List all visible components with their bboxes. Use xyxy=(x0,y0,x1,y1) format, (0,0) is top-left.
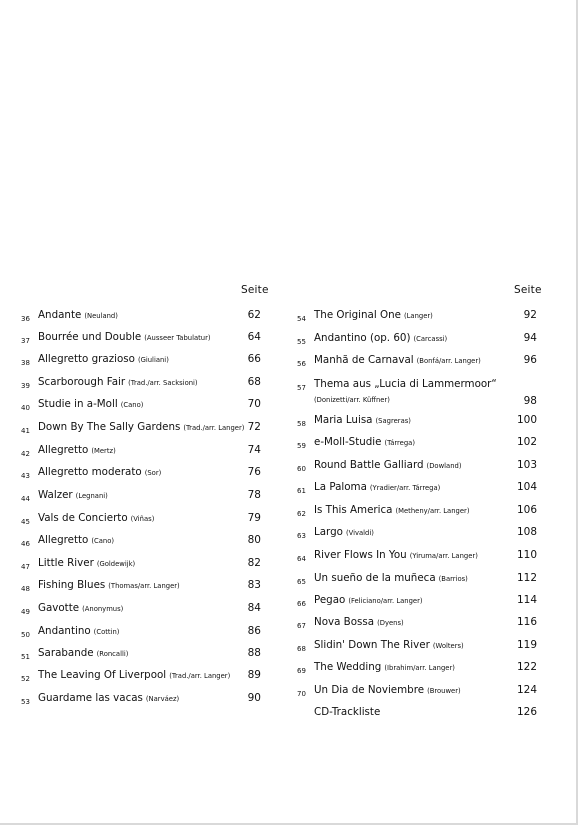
track-number: 49 xyxy=(21,608,30,616)
composer: (Cottin) xyxy=(93,628,120,636)
entry-title xyxy=(314,504,469,516)
page-number: 70 xyxy=(247,398,261,410)
track-number: 67 xyxy=(297,622,306,630)
toc-entry xyxy=(290,684,575,704)
toc-entry xyxy=(290,414,575,434)
toc-entry xyxy=(0,331,275,351)
page-number: 80 xyxy=(247,534,261,546)
seite-header-left: Seite xyxy=(241,284,269,296)
track-number: 58 xyxy=(297,420,306,428)
entry-title xyxy=(314,459,461,471)
entry-title xyxy=(314,706,380,718)
entry-title xyxy=(38,625,119,637)
composer: (Trad./arr. Langer) xyxy=(183,424,245,432)
toc-entry xyxy=(0,353,275,373)
entry-title xyxy=(38,557,135,569)
track-number: 68 xyxy=(297,645,306,653)
toc-entry xyxy=(0,692,275,712)
page-number: 79 xyxy=(247,512,261,524)
title-text: Un Dia de Noviembre xyxy=(314,684,425,696)
track-number: 53 xyxy=(21,698,30,706)
page-number: 126 xyxy=(516,706,537,718)
entry-title xyxy=(314,526,374,538)
page-number: 90 xyxy=(247,692,261,704)
entry-title xyxy=(314,594,423,606)
composer: (Metheny/arr. Langer) xyxy=(395,507,470,515)
title-text: Allegretto moderato xyxy=(38,466,142,478)
page-number: 86 xyxy=(247,625,261,637)
composer: (Barrios) xyxy=(438,575,468,583)
composer: (Vivaldi) xyxy=(345,529,374,537)
entry-title xyxy=(38,602,123,614)
track-number: 62 xyxy=(297,510,306,518)
toc-entry xyxy=(0,309,275,329)
title-text: The Wedding xyxy=(314,661,382,673)
track-number: 66 xyxy=(297,600,306,608)
title-text: Pegao xyxy=(314,594,346,606)
toc-entry xyxy=(290,616,575,636)
composer: (Langer) xyxy=(403,312,433,320)
page-number: 74 xyxy=(247,444,261,456)
entry-title xyxy=(314,572,468,584)
entry-title xyxy=(38,669,230,681)
composer: (Narváez) xyxy=(145,695,180,703)
track-number: 37 xyxy=(21,337,30,345)
entry-title xyxy=(38,692,179,704)
page-number: 92 xyxy=(523,309,537,321)
title-text: Sarabande xyxy=(38,647,94,659)
track-number: 57 xyxy=(297,384,306,392)
page-number: 104 xyxy=(516,481,537,493)
toc-entry xyxy=(0,512,275,532)
composer: (Yiruma/arr. Langer) xyxy=(409,552,478,560)
track-number: 41 xyxy=(21,427,30,435)
toc-entry xyxy=(0,421,275,441)
title-text: Guardame las vacas xyxy=(38,692,143,704)
seite-header-right: Seite xyxy=(514,284,542,296)
page-number: 82 xyxy=(247,557,261,569)
toc-entry xyxy=(290,332,575,352)
title-text: Little River xyxy=(38,557,94,569)
title-text: Scarborough Fair xyxy=(38,376,126,388)
track-number: 43 xyxy=(21,472,30,480)
toc-entry xyxy=(290,436,575,456)
entry-title xyxy=(38,376,198,388)
entry-title xyxy=(314,549,478,561)
toc-entry xyxy=(290,594,575,614)
composer: (Goldewijk) xyxy=(96,560,136,568)
composer: (Donizetti/arr. Küffner) xyxy=(314,396,390,404)
title-text: Slidin' Down The River xyxy=(314,639,430,651)
toc-entry xyxy=(0,376,275,396)
toc-entry xyxy=(290,378,575,407)
composer: (Thomas/arr. Langer) xyxy=(108,582,180,590)
composer: (Ausseer Tabulatur) xyxy=(144,334,211,342)
composer: (Dowland) xyxy=(426,462,462,470)
composer: (Mertz) xyxy=(91,447,116,455)
entry-title xyxy=(38,489,108,501)
page-number: 62 xyxy=(247,309,261,321)
entry-title xyxy=(314,481,440,493)
page-number: 88 xyxy=(247,647,261,659)
toc-entry xyxy=(290,706,575,726)
page-number: 116 xyxy=(516,616,537,628)
page-number: 84 xyxy=(247,602,261,614)
page-number: 68 xyxy=(247,376,261,388)
title-text: e-Moll-Studie xyxy=(314,436,382,448)
page-number: 122 xyxy=(516,661,537,673)
toc-entry xyxy=(0,557,275,577)
entry-title xyxy=(38,534,114,546)
composer: (Roncalli) xyxy=(96,650,129,658)
track-number: 59 xyxy=(297,442,306,450)
track-number: 40 xyxy=(21,404,30,412)
track-number: 51 xyxy=(21,653,30,661)
composer: (Yradier/arr. Tárrega) xyxy=(369,484,441,492)
title-text: The Original One xyxy=(314,309,401,321)
entry-title xyxy=(314,354,481,366)
page-number: 83 xyxy=(247,579,261,591)
track-number: 48 xyxy=(21,585,30,593)
toc-entry xyxy=(290,354,575,374)
entry-title xyxy=(314,309,433,321)
page-number: 124 xyxy=(516,684,537,696)
composer: (Legnani) xyxy=(75,492,108,500)
track-number: 70 xyxy=(297,690,306,698)
toc-entry xyxy=(290,481,575,501)
composer: (Brouwer) xyxy=(427,687,461,695)
track-number: 50 xyxy=(21,631,30,639)
page-number: 108 xyxy=(516,526,537,538)
title-text: Allegretto grazioso xyxy=(38,353,135,365)
title-text: Is This America xyxy=(314,504,393,516)
title-text: Manhã de Carnaval xyxy=(314,354,414,366)
toc-entry xyxy=(290,459,575,479)
track-number: 38 xyxy=(21,359,30,367)
entry-title xyxy=(314,684,461,696)
page-number: 64 xyxy=(247,331,261,343)
entry-title xyxy=(38,579,180,591)
entry-title xyxy=(38,398,143,410)
title-text: Thema aus „Lucia di Lammermoor“ xyxy=(314,378,497,390)
page-number: 103 xyxy=(516,459,537,471)
track-number: 61 xyxy=(297,487,306,495)
composer: (Anonymus) xyxy=(82,605,124,613)
composer: (Neuland) xyxy=(84,312,118,320)
composer: (Sagreras) xyxy=(375,417,411,425)
title-text: Down By The Sally Gardens xyxy=(38,421,181,433)
composer: (Tárrega) xyxy=(384,439,415,447)
page-number: 106 xyxy=(516,504,537,516)
toc-entry xyxy=(0,579,275,599)
composer: (Feliciano/arr. Langer) xyxy=(348,597,423,605)
composer: (Trad./arr. Sacksioni) xyxy=(128,379,198,387)
track-number: 45 xyxy=(21,518,30,526)
title-text: Maria Luisa xyxy=(314,414,373,426)
composer: (Giuliani) xyxy=(137,356,169,364)
composer: (Dyens) xyxy=(377,619,404,627)
track-number: 60 xyxy=(297,465,306,473)
page-number: 66 xyxy=(247,353,261,365)
toc-entry xyxy=(0,647,275,667)
composer: (Ibrahim/arr. Langer) xyxy=(384,664,455,672)
title-text: Vals de Concierto xyxy=(38,512,128,524)
entry-title xyxy=(314,661,455,673)
toc-entry xyxy=(290,504,575,524)
track-number: 64 xyxy=(297,555,306,563)
toc-entry xyxy=(290,309,575,329)
toc-entry xyxy=(290,639,575,659)
title-text: Nova Bossa xyxy=(314,616,375,628)
toc-entry xyxy=(290,661,575,681)
track-number: 42 xyxy=(21,450,30,458)
page-number: 100 xyxy=(516,414,537,426)
page-number: 72 xyxy=(247,421,261,433)
entry-title xyxy=(314,332,447,344)
toc-entry xyxy=(0,669,275,689)
entry-title xyxy=(38,353,169,365)
title-text: Andante xyxy=(38,309,82,321)
composer: (Carcassi) xyxy=(413,335,448,343)
page-number: 76 xyxy=(247,466,261,478)
toc-entry xyxy=(0,444,275,464)
toc-entry xyxy=(0,625,275,645)
entry-title xyxy=(314,436,415,448)
entry-title xyxy=(314,616,404,628)
track-number: 46 xyxy=(21,540,30,548)
composer: (Viñas) xyxy=(130,515,155,523)
toc-entry xyxy=(0,489,275,509)
title-text: Andantino (op. 60) xyxy=(314,332,411,344)
track-number: 52 xyxy=(21,675,30,683)
title-text: Gavotte xyxy=(38,602,80,614)
title-text: Bourrée und Double xyxy=(38,331,142,343)
page-number: 78 xyxy=(247,489,261,501)
composer: (Cano) xyxy=(91,537,115,545)
track-number: 55 xyxy=(297,338,306,346)
title-text: The Leaving Of Liverpool xyxy=(38,669,167,681)
title-text: River Flows In You xyxy=(314,549,407,561)
entry-title xyxy=(38,647,128,659)
composer: (Trad./arr. Langer) xyxy=(169,672,231,680)
composer: (Wolters) xyxy=(432,642,464,650)
title-text: Studie in a-Moll xyxy=(38,398,118,410)
entry-title xyxy=(38,466,161,478)
track-number: 44 xyxy=(21,495,30,503)
track-number: 56 xyxy=(297,360,306,368)
toc-entry xyxy=(0,534,275,554)
page-number: 94 xyxy=(523,332,537,344)
track-number: 69 xyxy=(297,667,306,675)
track-number: 63 xyxy=(297,532,306,540)
toc-entry xyxy=(290,572,575,592)
title-text: Un sueño de la muñeca xyxy=(314,572,436,584)
track-number: 65 xyxy=(297,578,306,586)
title-text: CD-Trackliste xyxy=(314,706,381,718)
entry-title xyxy=(38,421,244,433)
page-number: 102 xyxy=(516,436,537,448)
page-number: 98 xyxy=(523,395,537,407)
page-number: 119 xyxy=(516,639,537,651)
composer: (Cano) xyxy=(120,401,144,409)
page-number: 114 xyxy=(516,594,537,606)
toc-entry xyxy=(0,602,275,622)
entry-title xyxy=(314,414,411,426)
title-text: Walzer xyxy=(38,489,73,501)
track-number: 36 xyxy=(21,315,30,323)
page-number: 110 xyxy=(516,549,537,561)
composer: (Bonfá/arr. Langer) xyxy=(416,357,481,365)
track-number: 47 xyxy=(21,563,30,571)
page-number: 89 xyxy=(247,669,261,681)
track-number: 39 xyxy=(21,382,30,390)
title-text: La Paloma xyxy=(314,481,367,493)
entry-title xyxy=(38,444,116,456)
toc-entry xyxy=(0,466,275,486)
entry-title xyxy=(38,331,211,343)
entry-title xyxy=(314,378,497,390)
title-text: Round Battle Galliard xyxy=(314,459,424,471)
composer: (Sor) xyxy=(144,469,162,477)
title-text: Allegretto xyxy=(38,534,89,546)
toc-entry xyxy=(290,526,575,546)
title-text: Allegretto xyxy=(38,444,89,456)
title-text: Fishing Blues xyxy=(38,579,106,591)
title-text: Largo xyxy=(314,526,343,538)
toc-entry xyxy=(0,398,275,418)
page-number: 112 xyxy=(516,572,537,584)
title-text: Andantino xyxy=(38,625,91,637)
entry-title xyxy=(38,512,154,524)
toc-entry xyxy=(290,549,575,569)
entry-title xyxy=(38,309,118,321)
page-number: 96 xyxy=(523,354,537,366)
entry-title xyxy=(314,639,464,651)
track-number: 54 xyxy=(297,315,306,323)
